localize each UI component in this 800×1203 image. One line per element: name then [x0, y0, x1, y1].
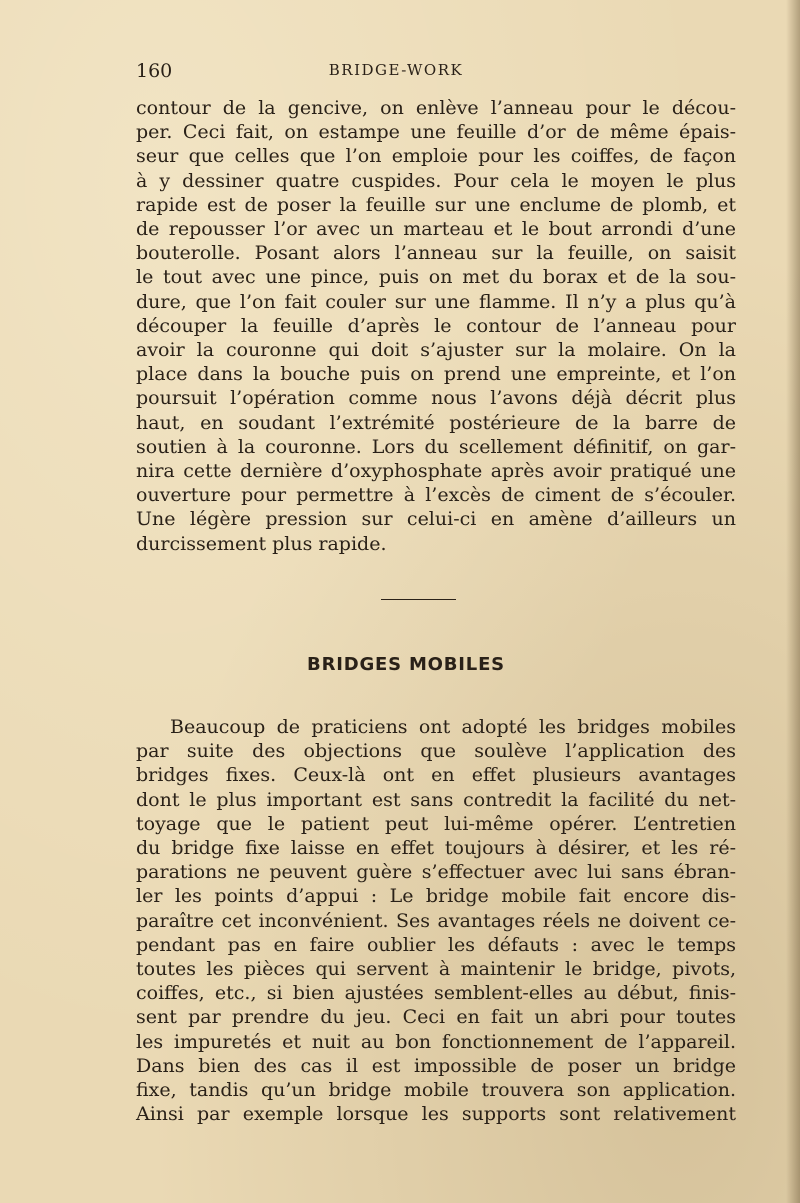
text-line: Dans bien des cas il est impossible de poser un bridge: [136, 1054, 736, 1077]
text-line: ler les points d’appui : Le bridge mobile fait encore dis-: [136, 885, 736, 908]
text-line: Une légère pression sur celui-ci en amène d’ailleurs un: [136, 508, 736, 531]
text-line: Ainsi par exemple lorsque les supports sont relativement: [136, 1103, 736, 1126]
text-line: découper la feuille d’après le contour de l’anneau pour: [136, 314, 736, 337]
text-line: pendant pas en faire oublier les défauts : avec le temps: [136, 933, 736, 956]
text-line: rapide est de poser la feuille sur une enclume de plomb, et: [136, 193, 736, 216]
text-line: fixe, tandis qu’un bridge mobile trouvera son application.: [136, 1079, 736, 1102]
text-line: poursuit l’opération comme nous l’avons déjà décrit plus: [136, 387, 736, 410]
text-line: bridges fixes. Ceux-là ont en effet plusieurs avantages: [136, 764, 736, 787]
text-line: seur que celles que l’on emploie pour les coiffes, de façon: [136, 145, 736, 168]
text-line: place dans la bouche puis on prend une empreinte, et l’on: [136, 363, 736, 386]
text-line: coiffes, etc., si bien ajustées semblent-elles au début, finis-: [136, 982, 736, 1005]
text-line: dure, que l’on fait couler sur une flamme. Il n’y a plus qu’à: [136, 290, 736, 313]
running-head: BRIDGE-WORK: [328, 61, 464, 79]
section-separator-rule: [381, 599, 456, 600]
section-title: BRIDGES MOBILES: [307, 654, 505, 675]
text-line: à y dessiner quatre cuspides. Pour cela le moyen le plus: [136, 169, 736, 192]
paragraph-crown-fabrication: [136, 96, 736, 556]
text-line: par suite des objections que soulève l’application des: [136, 740, 736, 763]
page-number: 160: [136, 60, 173, 82]
text-line: Beaucoup de praticiens ont adopté les bridges mobiles: [170, 716, 736, 738]
text-line: sent par prendre du jeu. Ceci en fait un abri pour toutes: [136, 1006, 736, 1029]
text-line: du bridge fixe laisse en effet toujours à désirer, et les ré-: [136, 837, 736, 860]
text-line: nira cette dernière d’oxyphosphate après avoir pratiqué une: [136, 460, 736, 483]
text-line: haut, en soudant l’extrémité postérieure de la barre de: [136, 411, 736, 434]
text-line: parations ne peuvent guère s’effectuer avec lui sans ébran-: [136, 861, 736, 884]
text-line: les impuretés et nuit au bon fonctionnement de l’appareil.: [136, 1030, 736, 1053]
text-line: bouterolle. Posant alors l’anneau sur la feuille, on saisit: [136, 242, 736, 265]
text-line: per. Ceci fait, on estampe une feuille d’or de même épais-: [136, 121, 736, 144]
page-header: [136, 60, 736, 86]
text-line: de repousser l’or avec un marteau et le bout arrondi d’une: [136, 218, 736, 241]
text-line: soutien à la couronne. Lors du scellement définitif, on gar-: [136, 435, 736, 458]
text-line: avoir la couronne qui doit s’ajuster sur la molaire. On la: [136, 339, 736, 362]
text-line: durcissement plus rapide.: [136, 532, 387, 555]
text-line: toutes les pièces qui servent à maintenir le bridge, pivots,: [136, 958, 736, 981]
page-edge-shadow: [786, 0, 800, 1203]
text-line: ouverture pour permettre à l’excès de ciment de s’écouler.: [136, 484, 736, 507]
text-line: dont le plus important est sans contredit la facilité du net-: [136, 788, 736, 811]
text-line: le tout avec une pince, puis on met du borax et de la sou-: [136, 266, 736, 289]
paragraph-mobile-bridges: [136, 715, 736, 1126]
text-line: contour de la gencive, on enlève l’anneau pour le décou-: [136, 97, 736, 119]
text-line: paraître cet inconvénient. Ses avantages réels ne doivent ce-: [136, 909, 736, 932]
text-line: toyage que le patient peut lui-même opérer. L’entretien: [136, 812, 736, 835]
